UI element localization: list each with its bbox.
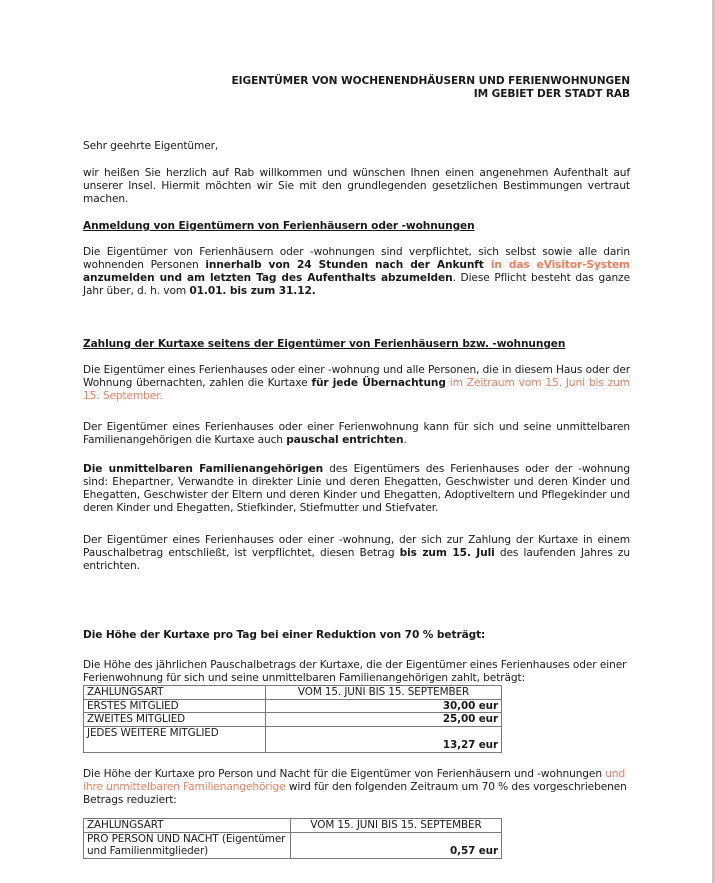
lump-sum-rates-table — [83, 685, 502, 753]
table-cell-amount: 25,00 eur — [266, 713, 502, 727]
document-title-line2: IM GEBIET DER STADT RAB — [473, 88, 630, 100]
payment-paragraph-2 — [83, 421, 630, 447]
intro-paragraph: wir heißen Sie herzlich auf Rab willkommen und wünschen Ihnen einen angenehmen Aufenthalt auf unserer Insel. Hiermit möchten wir Sie mit den grundlegenden gesetzlichen Bestimmungen vertraut machen. — [83, 167, 630, 205]
table-cell-type: ERSTES MITGLIED — [84, 699, 266, 713]
registration-paragraph — [83, 246, 630, 298]
table-cell-type: ZWEITES MITGLIED — [84, 713, 266, 727]
table-cell-amount: 30,00 eur — [266, 699, 502, 713]
table-row — [84, 699, 502, 713]
table-header-row — [84, 686, 502, 700]
table-header-cell: VOM 15. JUNI BIS 15. SEPTEMBER — [291, 819, 502, 833]
family-members-paragraph — [83, 463, 630, 515]
table-cell-amount: 13,27 eur — [266, 726, 502, 752]
text: . Diese Pflicht besteht das ganze Jahr über, d. h. vom — [83, 272, 630, 297]
payment-paragraph-1 — [83, 364, 630, 403]
text: Die Eigentümer eines Ferienhauses oder einer -wohnung und alle Personen, die in diesem Haus oder der Wohnung übernachten, zahlen die Kurtaxe — [83, 364, 630, 389]
bold-text: bis zum 15. Juli — [399, 547, 495, 559]
table-cell-type: JEDES WEITERE MITGLIED — [84, 726, 266, 752]
text: wird für den folgenden Zeitraum um 70 % des vorgeschriebenen Betrags reduziert: — [83, 781, 627, 806]
text: Der Eigentümer eines Ferienhauses oder einer -wohnung, der sich zur Zahlung der Kurtaxe in einem Pauschalbetrag entschließt, ist verpflichtet, diesen Betrag — [83, 534, 630, 559]
table-header-cell: VOM 15. JUNI BIS 15. SEPTEMBER — [266, 686, 502, 700]
table-header-row — [84, 819, 502, 833]
highlight-text: in das eVisitor-System — [483, 259, 630, 271]
section-heading-payment: Zahlung der Kurtaxe seitens der Eigentümer von Ferienhäusern bzw. -wohnungen — [83, 338, 566, 350]
table-row — [84, 713, 502, 727]
salutation: Sehr geehrte Eigentümer, — [83, 140, 219, 152]
table-row — [84, 726, 502, 752]
lump-sum-paragraph — [83, 534, 630, 573]
document-title-line1: EIGENTÜMER VON WOCHENENDHÄUSERN UND FERIENWOHNUNGEN — [231, 75, 630, 87]
bold-text: innerhalb von 24 Stunden nach der Ankunft — [205, 259, 484, 271]
highlight-text: im Zeitraum vom 15. Juni bis zum 15. September. — [83, 377, 631, 402]
bold-text: Die unmittelbaren Familienangehörigen — [83, 463, 324, 475]
per-night-rates-table — [83, 818, 502, 859]
per-night-paragraph — [83, 768, 630, 807]
section-heading-rates: Die Höhe der Kurtaxe pro Tag bei einer Reduktion von 70 % beträgt: — [83, 629, 486, 641]
bold-text: für jede Übernachtung — [311, 377, 446, 389]
table-cell-type: PRO PERSON UND NACHT (Eigentümer und Familienmitglieder) — [84, 832, 291, 858]
table-header-cell: ZAHLUNGSART — [84, 686, 266, 700]
text: Die Eigentümer von Ferienhäusern oder -wohnungen sind verpflichtet, sich selbst sowie alle darin wohnenden Personen — [83, 246, 630, 271]
highlight-text: und ihre unmittelbaren Familienangehörige — [83, 768, 626, 793]
annual-lump-sum-paragraph: Die Höhe des jährlichen Pauschalbetrags der Kurtaxe, die der Eigentümer eines Ferienhauses oder einer Ferienwohnung für sich und seine unmittelbaren Familienangehörigen zahlt, beträgt: — [83, 659, 627, 684]
text: Die Höhe der Kurtaxe pro Person und Nacht für die Eigentümer von Ferienhäusern und -wohnungen — [83, 768, 606, 780]
text: des laufenden Jahres zu entrichten. — [83, 547, 631, 572]
text: . — [403, 434, 407, 446]
table-row — [84, 832, 502, 858]
bold-text: anzumelden und am letzten Tag des Aufenthalts abzumelden — [83, 272, 453, 284]
bold-text: pauschal entrichten — [286, 434, 404, 446]
text: des Eigentümers des Ferienhauses oder der -wohnung sind: Ehepartner, Verwandte in direkter Linie und deren Ehegatten, Geschwister und deren Kinder und Ehegatten, Geschwister der Eltern und deren Kinder und Ehegatten, Adoptiveltern und Pflegekinder und deren Kinder und Ehegatten, Stiefkinder, Stiefmutter und Stiefvater. — [83, 463, 630, 514]
section-heading-registration: Anmeldung von Eigentümern von Ferienhäusern oder -wohnungen — [83, 220, 475, 232]
text: Der Eigentümer eines Ferienhauses oder einer Ferienwohnung kann für sich und seine unmittelbaren Familienangehörigen die Kurtaxe auch — [83, 421, 630, 446]
table-cell-amount: 0,57 eur — [291, 832, 502, 858]
bold-text: 01.01. bis zum 31.12. — [189, 285, 316, 297]
table-header-cell: ZAHLUNGSART — [84, 819, 291, 833]
